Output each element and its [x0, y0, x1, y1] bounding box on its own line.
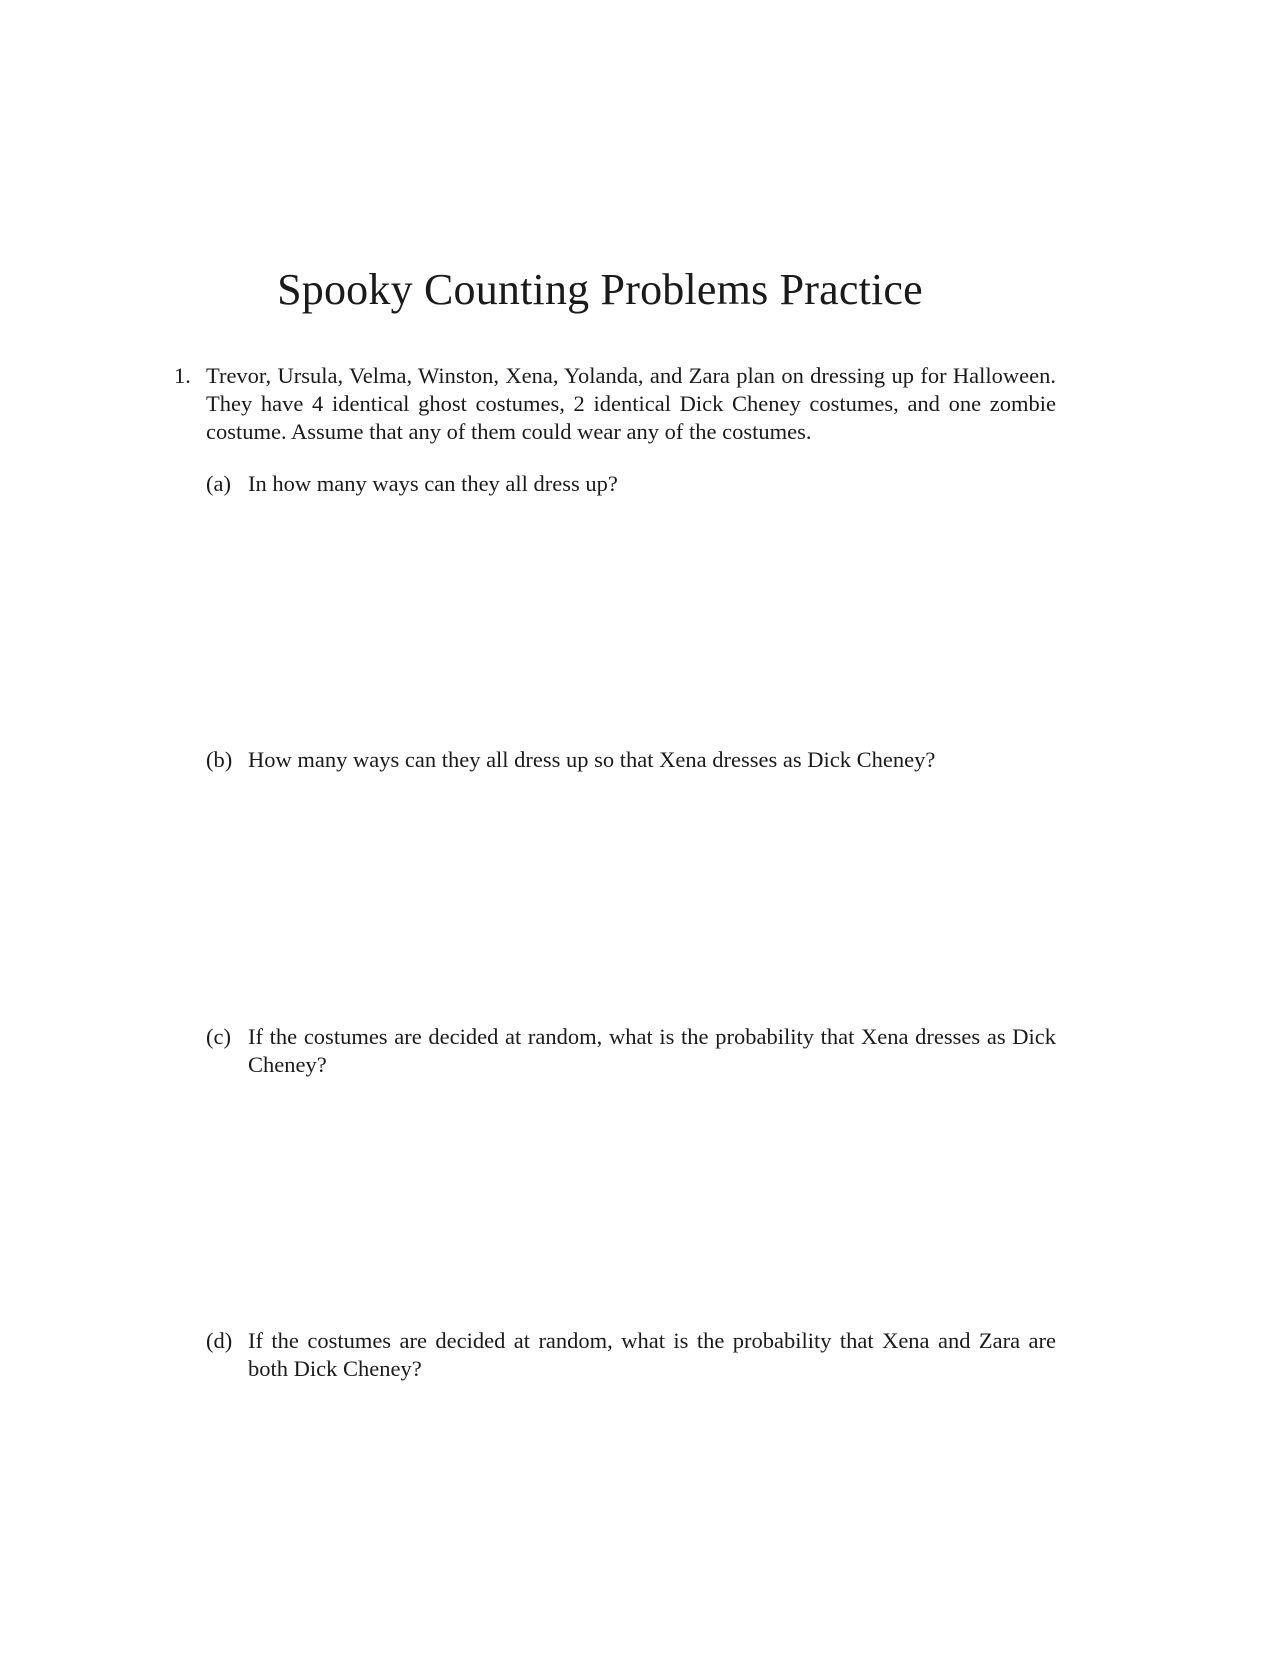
problem-number: 1.	[174, 363, 191, 388]
problem-part-d	[206, 1327, 1056, 1383]
part-question: How many ways can they all dress up so that Xena dresses as Dick Cheney?	[248, 747, 936, 772]
problem-part-b	[206, 746, 1056, 774]
part-label: (a)	[206, 471, 231, 496]
part-label: (b)	[206, 747, 233, 772]
part-label: (c)	[206, 1024, 231, 1049]
page-title: Spooky Counting Problems Practice	[277, 265, 923, 314]
problem-part-c	[206, 1023, 1056, 1079]
part-question: If the costumes are decided at random, what is the probability that Xena and Zara are both Dick Cheney?	[248, 1328, 1056, 1381]
problem-part-a	[206, 470, 1056, 498]
problem-1	[174, 362, 1056, 446]
part-question: In how many ways can they all dress up?	[248, 471, 618, 496]
part-label: (d)	[206, 1328, 233, 1353]
part-question: If the costumes are decided at random, what is the probability that Xena dresses as Dick Cheney?	[248, 1024, 1056, 1077]
problem-statement: Trevor, Ursula, Velma, Winston, Xena, Yolanda, and Zara plan on dressing up for Halloween. They have 4 identical ghost costumes, 2 identical Dick Cheney costumes, and one zombie costume. Assume that any of them could wear any of the costumes.	[206, 363, 1056, 444]
